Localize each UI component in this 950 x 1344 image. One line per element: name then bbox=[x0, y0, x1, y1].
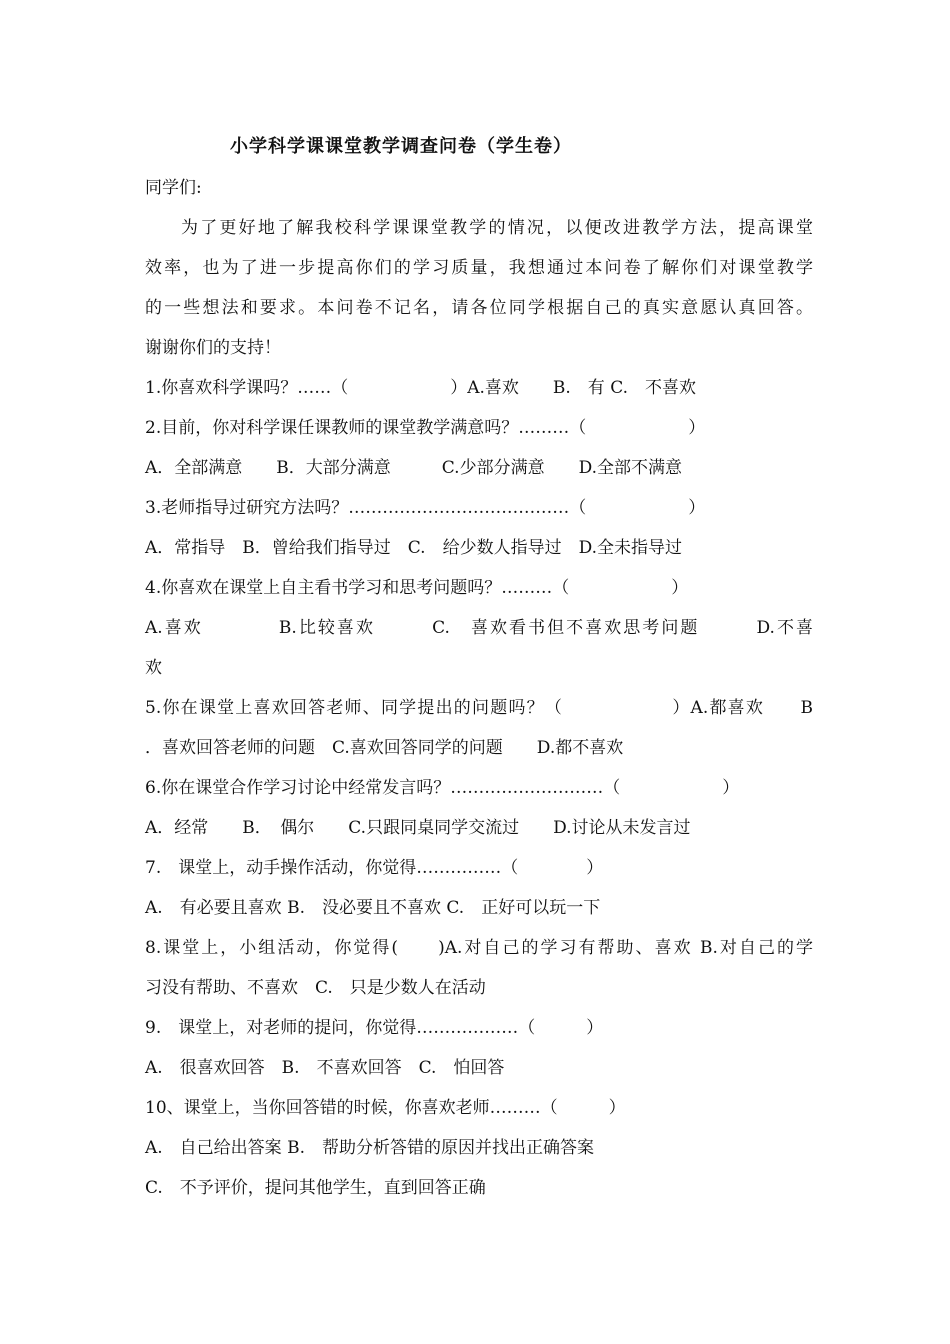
question-1: 1.你喜欢科学课吗？……（ ）A.喜欢 B. 有 C. 不喜欢 bbox=[145, 378, 697, 398]
intro-line-4: 谢谢你们的支持！ bbox=[145, 338, 281, 358]
question-8-options: 习没有帮助、不喜欢 C. 只是少数人在活动 bbox=[145, 978, 486, 998]
intro-line-3: 的一些想法和要求。本问卷不记名，请各位同学根据自己的真实意愿认真回答。 bbox=[145, 298, 813, 318]
question-4-options-cont: 欢 bbox=[145, 658, 162, 678]
document-title: 小学科学课课堂教学调查问卷（学生卷） bbox=[230, 136, 572, 157]
question-10-options: A. 自己给出答案 B. 帮助分析答错的原因并找出正确答案 bbox=[145, 1138, 594, 1158]
question-2: 2.目前，你对科学课任课教师的课堂教学满意吗？………（ ） bbox=[145, 418, 706, 438]
document-body bbox=[145, 168, 813, 1208]
intro-line-1: 为了更好地了解我校科学课课堂教学的情况，以便改进教学方法，提高课堂 bbox=[181, 218, 813, 238]
question-6: 6.你在课堂合作学习讨论中经常发言吗？………………………（ ） bbox=[145, 778, 740, 798]
question-7-options: A. 有必要且喜欢 B. 没必要且不喜欢 C. 正好可以玩一下 bbox=[145, 898, 601, 918]
question-8: 8.课堂上，小组活动，你觉得( )A.对自己的学习有帮助、喜欢 B.对自己的学 bbox=[145, 938, 813, 958]
greeting: 同学们: bbox=[145, 178, 202, 198]
intro-line-2: 效率，也为了进一步提高你们的学习质量，我想通过本问卷了解你们对课堂教学 bbox=[145, 258, 813, 278]
question-3: 3.老师指导过研究方法吗？…………………………………（ ） bbox=[145, 498, 706, 518]
question-9-options: A. 很喜欢回答 B. 不喜欢回答 C. 怕回答 bbox=[145, 1058, 505, 1078]
question-4: 4.你喜欢在课堂上自主看书学习和思考问题吗？………（ ） bbox=[145, 578, 689, 598]
question-5: 5.你在课堂上喜欢回答老师、同学提出的问题吗？（ ）A.都喜欢 B bbox=[145, 698, 813, 718]
question-3-options: A．常指导 B．曾给我们指导过 C. 给少数人指导过 D.全未指导过 bbox=[145, 538, 683, 558]
question-9: 9. 课堂上，对老师的提问，你觉得………………（ ） bbox=[145, 1018, 604, 1038]
question-4-options: A.喜欢 B.比较喜欢 C. 喜欢看书但不喜欢思考问题 D.不喜 bbox=[145, 618, 813, 638]
question-7: 7. 课堂上，动手操作活动，你觉得……………（ ） bbox=[145, 858, 604, 878]
question-10-options-cont: C. 不予评价，提问其他学生，直到回答正确 bbox=[145, 1178, 486, 1198]
question-5-options: ．喜欢回答老师的问题 C.喜欢回答同学的问题 D.都不喜欢 bbox=[145, 738, 624, 758]
question-10: 10、课堂上，当你回答错的时候，你喜欢老师………（ ） bbox=[145, 1098, 626, 1118]
question-2-options: A．全部满意 B．大部分满意 C.少部分满意 D.全部不满意 bbox=[145, 458, 683, 478]
question-6-options: A．经常 B． 偶尔 C.只跟同桌同学交流过 D.讨论从未发言过 bbox=[145, 818, 691, 838]
